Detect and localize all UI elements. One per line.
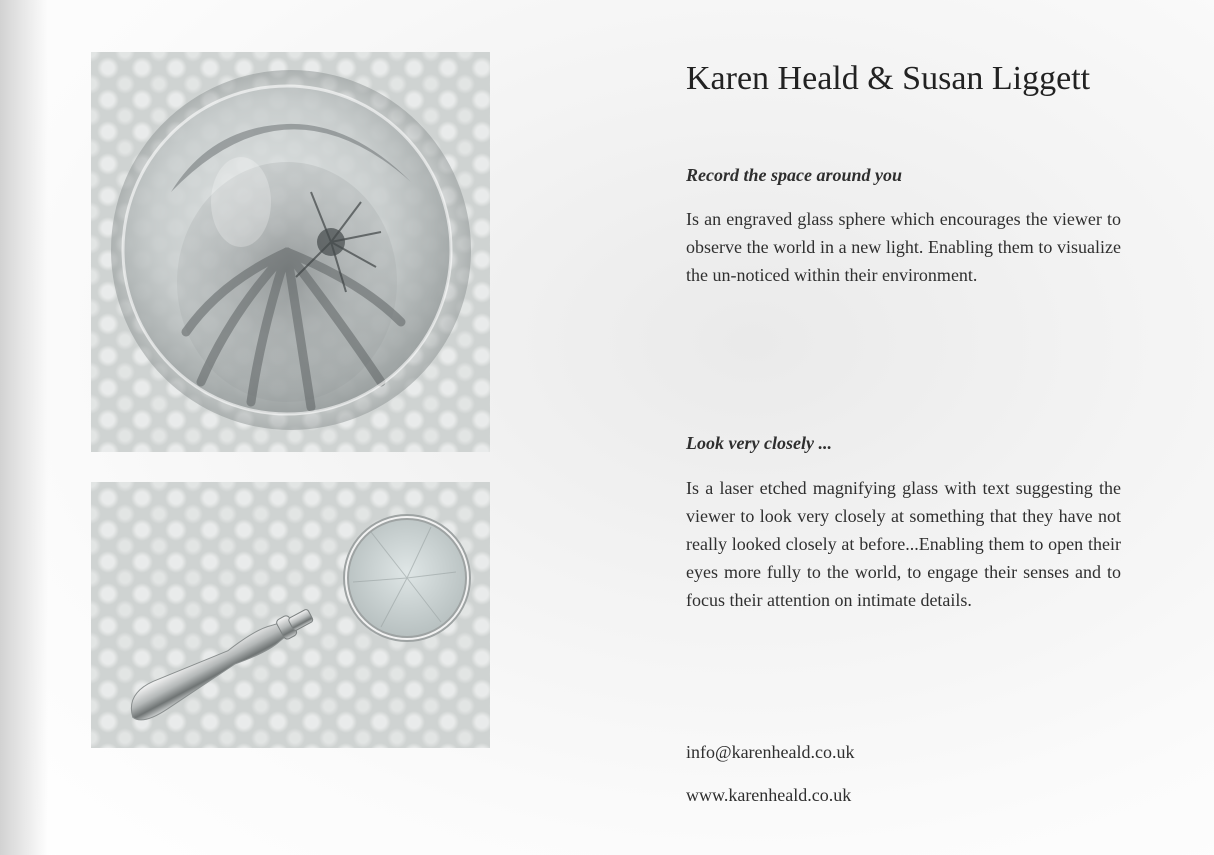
glass-sphere-illustration bbox=[91, 52, 490, 452]
glass-sphere-photo bbox=[91, 52, 490, 452]
magnifying-glass-illustration bbox=[91, 482, 490, 748]
magnifying-glass-photo bbox=[91, 482, 490, 748]
page-title: Karen Heald & Susan Liggett bbox=[686, 60, 1091, 97]
contact-website[interactable]: www.karenheald.co.uk bbox=[686, 785, 852, 805]
work-title-magnifier: Look very closely ... bbox=[686, 433, 832, 453]
page-binding-shadow bbox=[0, 0, 48, 855]
work-description-sphere: Is an engraved glass sphere which encourages the viewer to observe the world in a new light. Enabling them to visualize the un-noticed within their environment. bbox=[686, 209, 1121, 285]
contact-email[interactable]: info@karenheald.co.uk bbox=[686, 742, 855, 762]
work-description-magnifier: Is a laser etched magnifying glass with text suggesting the viewer to look very closely at something that they have not really looked closely at before...Enabling them to open their eyes more fully to the world, to engage their senses and to focus their attention on intimate details. bbox=[686, 478, 1121, 610]
work-title-sphere: Record the space around you bbox=[686, 165, 902, 185]
